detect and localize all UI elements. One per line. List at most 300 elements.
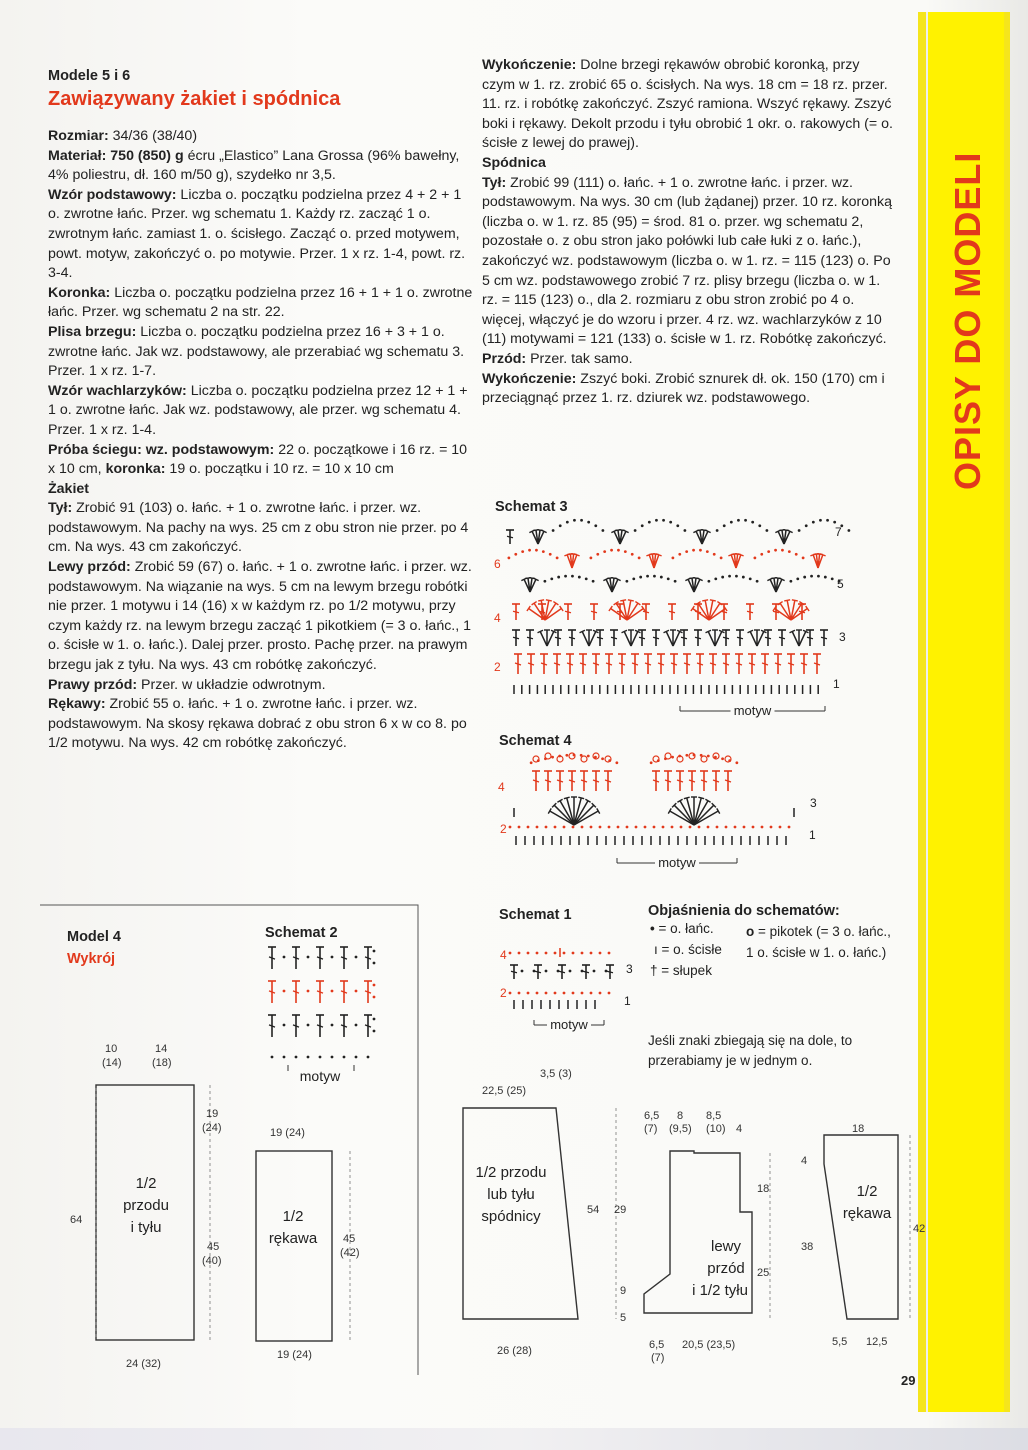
left-paragraph: Żakiet — [48, 480, 90, 497]
stitch-dc-bar — [747, 611, 753, 613]
skirt-r1: 54 — [587, 1204, 600, 1216]
row-label: 2 — [500, 986, 507, 1000]
stitch-dc-bar — [535, 971, 541, 972]
stitch-ch — [685, 550, 688, 553]
stitch-ch — [692, 549, 695, 552]
stitch-ch — [518, 992, 521, 995]
stitch-ch — [594, 524, 597, 527]
picot — [533, 756, 539, 762]
stitch-ch — [810, 575, 813, 578]
stitch-ch — [590, 952, 593, 955]
stitch-ch — [549, 553, 552, 556]
paragraph-text: 22 o. początkowe i 16 rz. = 10 x 10 cm, — [48, 441, 468, 478]
left-paragraph — [48, 695, 473, 754]
stitch-ch — [756, 580, 759, 583]
stitch-ch — [667, 577, 670, 580]
paragraph-label: Próba ściegu: wz. podstawowym: — [48, 441, 275, 458]
stitch-ch — [507, 556, 510, 559]
stitch-ch — [730, 521, 733, 524]
stitch-fan — [589, 631, 596, 646]
stitch-ch — [581, 826, 584, 829]
stitch-fan — [708, 631, 715, 646]
stitch-ch — [610, 549, 613, 552]
motyw-label: motyw — [733, 703, 772, 718]
stitch-dc-bar — [721, 611, 727, 613]
stitch-ch — [587, 521, 590, 524]
left-paragraphs — [48, 127, 473, 754]
stitch-ch — [521, 970, 524, 973]
paragraph-text: Liczba o. początku podzielna przez 16 + 3 + 1 o. zwrotne łańc. Jak wz. podstawowy, ale przerabiać wg schematu 3. Przer. 1 x rz. 1-7. — [48, 323, 465, 380]
picot — [701, 756, 707, 762]
stitch-ch — [760, 553, 763, 556]
stitch-dc-bar — [527, 637, 533, 639]
schemat4-diagram — [494, 745, 834, 875]
paragraph-text: 19 o. początku i 10 rz. = 10 x 10 cm — [165, 461, 394, 478]
stitch-ch — [518, 952, 521, 955]
paragraph-label: Tył: — [482, 174, 507, 191]
paragraph-label: Tył: — [48, 500, 73, 517]
stitch-ch — [569, 970, 572, 973]
picot — [725, 756, 731, 762]
paragraph-label: Materiał: — [48, 147, 107, 164]
stitch-ch — [554, 952, 557, 955]
stitch-ch — [707, 755, 710, 758]
stitch-ch — [608, 992, 611, 995]
paragraph-text: Zrobić 91 (103) o. łańc. + 1 o. zwrotne łańc. i przer. wz. podstawowym. Na pachy na wys. 25 cm z obu stron nie przer. po 4 cm. Na wys. 43 cm zakończyć. — [48, 500, 469, 556]
stitch-ch — [601, 757, 604, 760]
stitch-ch — [581, 970, 584, 973]
sidebar-inner — [926, 12, 1004, 1412]
motyw-label: motyw — [658, 855, 696, 870]
stitch-dc-bar — [513, 637, 519, 639]
stitch-ch — [655, 519, 658, 522]
stitch-ch — [581, 992, 584, 995]
stitch-ch — [601, 529, 604, 532]
right-column — [482, 56, 894, 409]
stitch-ch — [331, 956, 334, 959]
left-paragraph — [48, 186, 473, 284]
stitch-dc-bar — [643, 611, 649, 613]
stitch-fan-top — [564, 797, 570, 799]
front-r1: 18 — [757, 1183, 770, 1195]
stitch-fan-top — [710, 600, 716, 601]
piece-label-4c: i 1/2 tyłu — [692, 1282, 748, 1299]
right-paragraph: Spódnica — [482, 154, 546, 171]
stitch-ch — [550, 577, 553, 580]
stitch-ch — [527, 952, 530, 955]
stitch-ch — [753, 556, 756, 559]
skirt-top: 22,5 (25) — [482, 1085, 527, 1097]
stitch-fan — [631, 631, 638, 646]
front-b1: 6,5 — [649, 1339, 665, 1351]
stitch-ch — [535, 549, 538, 552]
stitch-ch — [638, 556, 641, 559]
stitch-ch — [758, 524, 761, 527]
stitch-fan — [540, 631, 547, 646]
stitch-ch — [653, 575, 656, 578]
legend-dc-text: = słupek — [661, 963, 712, 978]
stitch-dc-bar — [695, 637, 701, 639]
stitch-ch — [735, 761, 738, 764]
stitch-dc-bar — [607, 971, 613, 972]
stitch-ch — [554, 826, 557, 829]
stitch-ch — [680, 826, 683, 829]
paragraph-label: Prawy przód: — [48, 676, 138, 693]
stitch-ch — [826, 519, 829, 522]
stitch-ch — [752, 826, 755, 829]
stitch-ch — [331, 990, 334, 993]
left-paragraph — [48, 284, 473, 323]
stitch-ch — [559, 524, 562, 527]
stitch-ch — [812, 521, 815, 524]
sidebar-label: OPISY DO MODELI — [947, 151, 988, 490]
stitch-ch — [571, 575, 574, 578]
stitch-ch — [720, 556, 723, 559]
stitch-ch — [767, 550, 770, 553]
stitch-ch — [283, 956, 286, 959]
stitch-ch — [331, 1024, 334, 1027]
stitch-ch — [552, 529, 555, 532]
stitch-ch — [788, 826, 791, 829]
stitch-ch — [566, 521, 569, 524]
right-paragraphs — [482, 56, 894, 409]
stitch-ch — [608, 952, 611, 955]
skirt-bottom: 26 (28) — [497, 1345, 532, 1357]
paragraph-text: Przer. w układzie odwrotnym. — [137, 676, 326, 693]
stitch-ch — [707, 826, 710, 829]
stitch-ch — [795, 553, 798, 556]
paragraph-label: Koronka: — [48, 284, 111, 301]
stitch-ch — [650, 761, 653, 764]
stitch-ch — [765, 529, 768, 532]
stitch-fan — [750, 631, 757, 646]
piece-label-1c: i tyłu — [130, 1219, 162, 1236]
stitch-ch — [605, 970, 608, 973]
stitch-ch — [653, 826, 656, 829]
legend-dc — [650, 963, 712, 978]
front-t4: 4 — [736, 1123, 743, 1135]
front-l1: 9 — [620, 1285, 627, 1297]
stitch-dc-bar — [821, 637, 827, 639]
stitch-ch — [632, 577, 635, 580]
stitch-dc-bar — [639, 637, 645, 639]
stitch-ch — [789, 580, 792, 583]
stitch-ch — [572, 952, 575, 955]
stitch-ch — [781, 549, 784, 552]
stitch-ch — [587, 755, 590, 758]
double-crochet-icon: † — [650, 963, 658, 978]
stitch-dc-bar — [807, 637, 813, 639]
paragraph-label: koronka: — [105, 461, 166, 478]
left-column — [48, 68, 473, 754]
stitch-ch — [373, 996, 376, 999]
stitch-ch — [545, 826, 548, 829]
row-label: 3 — [839, 630, 846, 644]
stitch-ch — [590, 826, 593, 829]
stitch-ch — [545, 970, 548, 973]
stitch-ch — [545, 992, 548, 995]
left-paragraph — [48, 382, 473, 441]
dim-top1b: (14) — [102, 1057, 122, 1069]
stitch-ch — [521, 550, 524, 553]
model4-title: Model 4 — [67, 929, 121, 945]
stitch-ch — [509, 952, 512, 955]
paragraph-label: Rozmiar: — [48, 128, 109, 144]
stitch-dc-bar — [653, 637, 659, 639]
legend-note: Jeśli znaki zbiegają się na dole, to przerabiamy je w jednym o. — [648, 1033, 853, 1068]
left-paragraph — [48, 676, 473, 696]
legend-body — [648, 919, 898, 979]
sleeve2-right: 42 — [913, 1223, 926, 1235]
single-crochet-icon: ı — [654, 942, 658, 957]
stitch-ch — [624, 550, 627, 553]
piece-label-1b: przodu — [123, 1197, 169, 1214]
row-label: 4 — [500, 948, 507, 962]
schemat4-title: Schemat 4 — [499, 733, 572, 749]
stitch-ch — [634, 529, 637, 532]
paragraph-label: Wzór podstawowy: — [48, 186, 177, 203]
stitch-ch — [662, 519, 665, 522]
stitch-ch — [683, 529, 686, 532]
legend-title: Objaśnienia do schematów: — [648, 903, 840, 919]
piece-label-3c: spódnicy — [481, 1208, 541, 1225]
stitch-ch — [564, 575, 567, 578]
paragraph-label: Wykończenie: — [482, 57, 577, 73]
scan-edge — [0, 1428, 1028, 1450]
stitch-ch — [749, 577, 752, 580]
front-t2: 8 — [677, 1110, 684, 1122]
skirt-topr: 3,5 (3) — [540, 1068, 572, 1080]
stitch-ch — [589, 556, 592, 559]
front-b2: 20,5 (23,5) — [682, 1339, 736, 1351]
piece-labels — [123, 1164, 892, 1299]
sidebar-band — [918, 12, 1010, 1412]
stitch-ch — [615, 761, 618, 764]
stitch-ch — [660, 576, 663, 579]
stitch-ch — [527, 992, 530, 995]
stitch-ch — [373, 962, 376, 965]
stitch-ch — [355, 956, 358, 959]
stitch-ch — [699, 549, 702, 552]
stitch-fan — [715, 631, 722, 646]
left-paragraph — [48, 127, 473, 147]
sleeve-rightb: (42) — [340, 1247, 360, 1259]
stitch-dc-bar — [669, 611, 675, 613]
stitch-ch — [774, 549, 777, 552]
stitch-dc-bar — [723, 637, 729, 639]
piece-label-3a: 1/2 przodu — [475, 1164, 547, 1181]
stitch-ch — [307, 1024, 310, 1027]
schemat2-title: Schemat 2 — [265, 925, 338, 941]
dim-top2b: (18) — [152, 1057, 172, 1069]
stitch-ch — [689, 826, 692, 829]
row-label: 7 — [835, 525, 842, 539]
stitch-ch — [536, 992, 539, 995]
row-label: 6 — [494, 557, 501, 571]
piece-label-5a: 1/2 — [856, 1183, 878, 1200]
stitch-fan-top — [656, 554, 662, 556]
picot-icon: o — [746, 924, 755, 939]
stitch-ch — [545, 952, 548, 955]
left-paragraph — [48, 558, 473, 676]
paragraph-label: Plisa brzegu: — [48, 323, 137, 340]
stitch-ch — [585, 577, 588, 580]
stitch-ch — [761, 826, 764, 829]
stitch-ch — [669, 521, 672, 524]
stitch-ch — [713, 553, 716, 556]
row-label: 1 — [624, 994, 631, 1008]
stitch-ch — [770, 826, 773, 829]
stitch-ch — [674, 580, 677, 583]
stitch-dc-bar — [611, 637, 617, 639]
stitch-fan-top — [698, 797, 704, 799]
stitch-ch — [563, 826, 566, 829]
stitch-ch — [590, 992, 593, 995]
piece-label-1a: 1/2 — [135, 1175, 157, 1192]
row-label: 2 — [500, 822, 507, 836]
stitch-ch — [617, 826, 620, 829]
stitch-fan — [666, 631, 673, 646]
dim-r2: 45 — [207, 1241, 220, 1253]
stitch-fan-top — [620, 600, 626, 601]
stitch-ch — [676, 524, 679, 527]
stitch-ch — [817, 575, 820, 578]
sleeve-top: 19 (24) — [270, 1127, 305, 1139]
paragraph-label: Rękawy: — [48, 696, 106, 713]
stitch-ch — [530, 761, 533, 764]
row-label: 4 — [498, 780, 505, 794]
stitch-ch — [355, 990, 358, 993]
paragraph-text: écru „Elastico” Lana Grossa (96% bawełny, 4% poliestru, dł. 160 m/50 g), szydełko nr 3,5. — [48, 147, 460, 184]
stitch-ch — [572, 992, 575, 995]
stitch-fan-top — [538, 600, 544, 601]
stitch-fan-top — [820, 554, 826, 556]
stitch-dc-bar — [765, 637, 771, 639]
stitch-ch — [307, 956, 310, 959]
stitch-fan-top — [684, 797, 690, 799]
stitch-ch — [743, 826, 746, 829]
paragraph-text: Dolne brzegi rękawów obrobić koronką, przy czym w 1. rz. zrobić 65 o. ścisłych. Na wys. 18 cm = 18 rz. przer. 11. rz. i robótkę zakończyć. Zszyć ramiona. Wszyć rękawy. Zszyć boki i rękawy. Dekolt przodu i tyłu obrobić 1 okr. o. rakowych (= o. ścisłe z lewej do prawej). — [482, 57, 893, 152]
right-paragraph — [482, 56, 894, 154]
stitch-ch — [518, 826, 521, 829]
stitch-ch — [580, 519, 583, 522]
model4-subtitle: Wykrój — [67, 951, 116, 967]
stitch-ch — [685, 754, 688, 757]
row-label: 3 — [626, 962, 633, 976]
right-paragraph — [482, 174, 894, 350]
motyw-label: motyw — [550, 1017, 588, 1032]
stitch-ch — [599, 826, 602, 829]
paragraph-text: Zrobić 59 (67) o. łańc. + 1 o. zwrotne łańc. i przer. wz. podstawowym. Na wiązanie na wys. 5 cm na lewym brzegu robótki nie przer. 1 motywu i 14 (16) x w każdym rz. po 1/2 motywu, przy czym każdy rz. na lewym brzegu zacząć 1 pikotkiem (= 3 o. łańc., 1 o. ścisłe w 1. o. łańc.). Dalej przer. prosto. Pachę przer. na prawym brzegu jak z tyłu. Na wys. 43 cm robótkę zakończyć. — [48, 559, 472, 674]
stitch-ch — [716, 826, 719, 829]
stitch-ch — [805, 524, 808, 527]
picot — [545, 753, 551, 759]
sleeve2-b2: 12,5 — [866, 1336, 888, 1348]
right-paragraph — [482, 370, 894, 409]
piece-label-3b: lub tyłu — [487, 1186, 535, 1203]
dim-top1: 10 — [105, 1043, 118, 1055]
stitch-ch — [737, 519, 740, 522]
stitch-ch — [617, 549, 620, 552]
paragraph-text: Przer. tak samo. — [526, 350, 633, 367]
stitch-ch — [565, 754, 568, 757]
paragraph-text: Zrobić 99 (111) o. łańc. + 1 o. zwrotne łańc. i przer. wz. podstawowym. Na wys. 30 cm (lub żądanej) przer. 10 rz. koronką (liczba o. w 1. rz. 85 (95) = środ. 81 o. przer. wg schematu 2, pozostałe o. z obu stron jako połówki lub całe łuki z o. łańc.), zakończyć wz. podstawowym (liczba o. w 1. rz. = 115 (123) o. Po 5 cm wz. podstawowego zrobić 7 rz. plisy brzegu (liczba o. w 1. rz. = 115 (123) o., dla 2. rozmiaru z obu stron zrobić po 4 o. więcej, włączyć je do wzoru i przer. 4 rz. wz. wachlarzyków z 10 (11) motywami = 121 (133) o. ścisłe w 1. rz. Robótkę zakończyć. — [482, 174, 893, 348]
stitch-ch — [557, 576, 560, 579]
stitch-ch — [625, 580, 628, 583]
stitch-ch — [533, 970, 536, 973]
chain-icon: • — [650, 921, 655, 936]
front-r2: 25 — [757, 1267, 770, 1279]
stitch-ch — [556, 556, 559, 559]
piece-sleeve-2 — [824, 1135, 898, 1319]
stitch-ch — [581, 952, 584, 955]
stitch-fan — [547, 631, 554, 646]
piece-label-2b: rękawa — [268, 1230, 318, 1247]
pattern-pieces — [60, 1038, 926, 1378]
stitch-ch — [373, 950, 376, 953]
stitch-dc-bar — [513, 611, 519, 613]
stitch-ch — [734, 826, 737, 829]
dim-r1b: (24) — [202, 1122, 222, 1134]
row-label: 1 — [809, 828, 816, 842]
stitch-ch — [662, 826, 665, 829]
stitch-fan — [624, 631, 631, 646]
stitch-ch — [833, 521, 836, 524]
sidebar-label-svg — [928, 12, 1004, 1412]
piece-label-4a: lewy — [710, 1238, 742, 1255]
paragraph-text: Zrobić 55 o. łańc. + 1 o. zwrotne łańc. i przer. wz. podstawowym. Na skosy rękawa dobrać z obu stron 6 x w co 8. po 1/2 motywu. Na wys. 42 cm robótkę zakończyć. — [48, 696, 467, 752]
stitch-ch — [554, 992, 557, 995]
stitch-ch — [527, 826, 530, 829]
stitch-ch — [578, 576, 581, 579]
paragraph-text: Liczba o. początku podzielna przez 12 + 1 + 1 o. zwrotne łańc. Jak wz. podstawowy, ale przer. wg schematu 4. Przer. 1 x rz. 1-4. — [48, 382, 468, 438]
stitch-ch — [721, 757, 724, 760]
right-paragraph — [482, 350, 894, 370]
legend-chain — [650, 921, 714, 936]
stitch-ch — [596, 553, 599, 556]
schemat1-diagram — [494, 935, 644, 1045]
models-label: Modele 5 i 6 — [48, 68, 131, 84]
legend-sc — [654, 942, 722, 957]
stitch-ch — [707, 580, 710, 583]
paragraph-label: Przód: — [482, 350, 527, 367]
stitch-fan — [757, 631, 764, 646]
stitch-ch — [803, 576, 806, 579]
front-t2b: (9,5) — [669, 1123, 692, 1135]
stitch-fan-top — [628, 600, 634, 601]
dimension-labels — [70, 1043, 925, 1370]
dim-r1: 19 — [206, 1108, 219, 1120]
stitch-fan-top — [546, 600, 552, 601]
stitch-ch — [648, 521, 651, 524]
stitch-ch — [307, 990, 310, 993]
stitch-ch — [639, 576, 642, 579]
stitch-ch — [608, 826, 611, 829]
stitch-ch — [714, 577, 717, 580]
stitch-fan-top — [738, 554, 744, 556]
stitch-dc-bar — [695, 611, 701, 613]
stitch-ch — [592, 580, 595, 583]
stitch-ch — [678, 553, 681, 556]
stitch-ch — [355, 1024, 358, 1027]
front-t1: 6,5 — [644, 1110, 660, 1122]
piece-label-5b: rękawa — [842, 1205, 892, 1222]
stitch-ch — [706, 550, 709, 553]
paragraph-label: Lewy przód: — [48, 559, 131, 576]
skirt-r2: 29 — [614, 1204, 627, 1216]
paragraph-strong: 750 (850) g — [106, 147, 184, 164]
stitch-fan-top — [578, 797, 584, 799]
